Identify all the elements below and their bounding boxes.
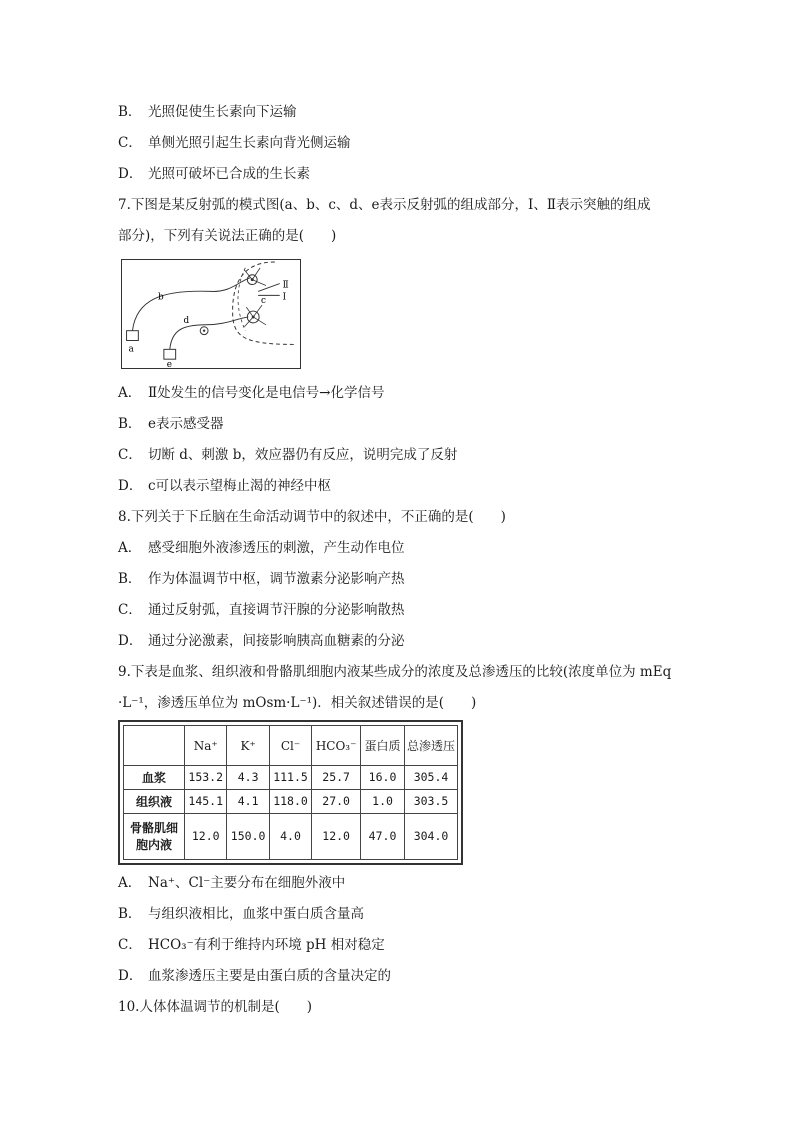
table-cell: 4.0 xyxy=(269,813,311,859)
q9-option-d: D． 血浆渗透压主要是由蛋白质的含量决定的 xyxy=(118,968,391,984)
reflex-arc-diagram xyxy=(122,260,300,368)
q10-stem: 10.人体体温调节的机制是( ) xyxy=(118,999,313,1015)
table-cell: 153.2 xyxy=(185,766,227,790)
col-header: 蛋白质 xyxy=(361,726,405,766)
table-cell: 111.5 xyxy=(269,766,311,790)
table-cell: 16.0 xyxy=(361,766,405,790)
q7-option-d: D． c可以表示望梅止渴的神经中枢 xyxy=(118,478,332,494)
label-c: c xyxy=(261,296,267,307)
label-e: e xyxy=(166,360,173,368)
table-cell: 150.0 xyxy=(227,813,269,859)
q8-option-a: A． 感受细胞外液渗透压的刺激，产生动作电位 xyxy=(118,540,405,556)
q7-option-b: B． e表示感受器 xyxy=(118,416,224,432)
q6-option-b: B． 光照促使生长素向下运输 xyxy=(118,104,297,120)
q7-option-c: C． 切断 d、刺激 b，效应器仍有反应，说明完成了反射 xyxy=(118,447,458,463)
table-row xyxy=(124,789,458,813)
q9-option-b: B． 与组织液相比，血浆中蛋白质含量高 xyxy=(118,906,364,922)
concentration-table-wrapper xyxy=(118,720,463,865)
q8-option-c: C． 通过反射弧，直接调节汗腺的分泌影响散热 xyxy=(118,602,405,618)
effector-box xyxy=(164,349,176,359)
table-cell: 4.3 xyxy=(227,766,269,790)
label-I: Ⅰ xyxy=(282,292,287,303)
label-d: d xyxy=(183,315,190,326)
synapse-lines xyxy=(258,284,280,296)
q6-option-d: D． 光照可破坏已合成的生长素 xyxy=(118,166,310,182)
q7-stem-line1: 7.下图是某反射弧的模式图(a、b、c、d、e表示反射弧的组成部分，Ⅰ、Ⅱ表示突触的组成 xyxy=(118,197,651,213)
col-header: K⁺ xyxy=(227,726,269,766)
table-cell: 12.0 xyxy=(312,813,361,859)
table-cell: 4.1 xyxy=(227,789,269,813)
q9-stem-line2: ·L⁻¹，渗透压单位为 mOsm·L⁻¹)．相关叙述错误的是( ) xyxy=(118,695,477,711)
table-cell: 27.0 xyxy=(312,789,361,813)
afferent-fiber-b xyxy=(132,278,250,331)
q9-option-a: A． Na⁺、Cl⁻主要分布在细胞外液中 xyxy=(118,875,346,891)
label-a: a xyxy=(128,344,134,355)
q8-option-b: B． 作为体温调节中枢，调节激素分泌影响产热 xyxy=(118,571,405,587)
reflex-arc-figure xyxy=(121,259,301,369)
col-header: Cl⁻ xyxy=(269,726,311,766)
table-cell: 12.0 xyxy=(185,813,227,859)
label-b: b xyxy=(157,292,164,303)
q9-stem-line1: 9.下表是血浆、组织液和骨骼肌细胞内液某些成分的浓度及总渗透压的比较(浓度单位为 mEq xyxy=(118,664,672,680)
concentration-table xyxy=(123,725,458,860)
table-cell: 303.5 xyxy=(405,789,458,813)
col-header: 总渗透压 xyxy=(405,726,458,766)
table-cell: 1.0 xyxy=(361,789,405,813)
table-corner xyxy=(124,726,185,766)
row-header: 血浆 xyxy=(124,766,185,790)
row-header: 骨骼肌细胞内液 xyxy=(124,813,185,859)
row-header: 组织液 xyxy=(124,789,185,813)
q6-option-c: C． 单侧光照引起生长素向背光侧运输 xyxy=(118,135,351,151)
table-cell: 304.0 xyxy=(405,813,458,859)
table-cell: 145.1 xyxy=(185,789,227,813)
table-row xyxy=(124,766,458,790)
col-header: HCO₃⁻ xyxy=(312,726,361,766)
table-cell: 25.7 xyxy=(312,766,361,790)
q8-stem: 8.下列关于下丘脑在生命活动调节中的叙述中，不正确的是( ) xyxy=(118,509,506,525)
table-cell: 305.4 xyxy=(405,766,458,790)
label-II: Ⅱ xyxy=(282,280,289,291)
table-header-row xyxy=(124,726,458,766)
table-cell: 118.0 xyxy=(269,789,311,813)
receptor-box xyxy=(127,331,139,341)
table-cell: 47.0 xyxy=(361,813,405,859)
q8-option-d: D． 通过分泌激素，间接影响胰高血糖素的分泌 xyxy=(118,633,405,649)
q7-stem-line2: 部分)，下列有关说法正确的是( ) xyxy=(118,228,337,244)
q9-option-c: C． HCO₃⁻有利于维持内环境 pH 相对稳定 xyxy=(118,937,385,953)
q7-option-a: A． Ⅱ处发生的信号变化是电信号→化学信号 xyxy=(118,385,385,401)
table-row xyxy=(124,813,458,859)
efferent-fiber-d xyxy=(170,317,249,349)
col-header: Na⁺ xyxy=(185,726,227,766)
